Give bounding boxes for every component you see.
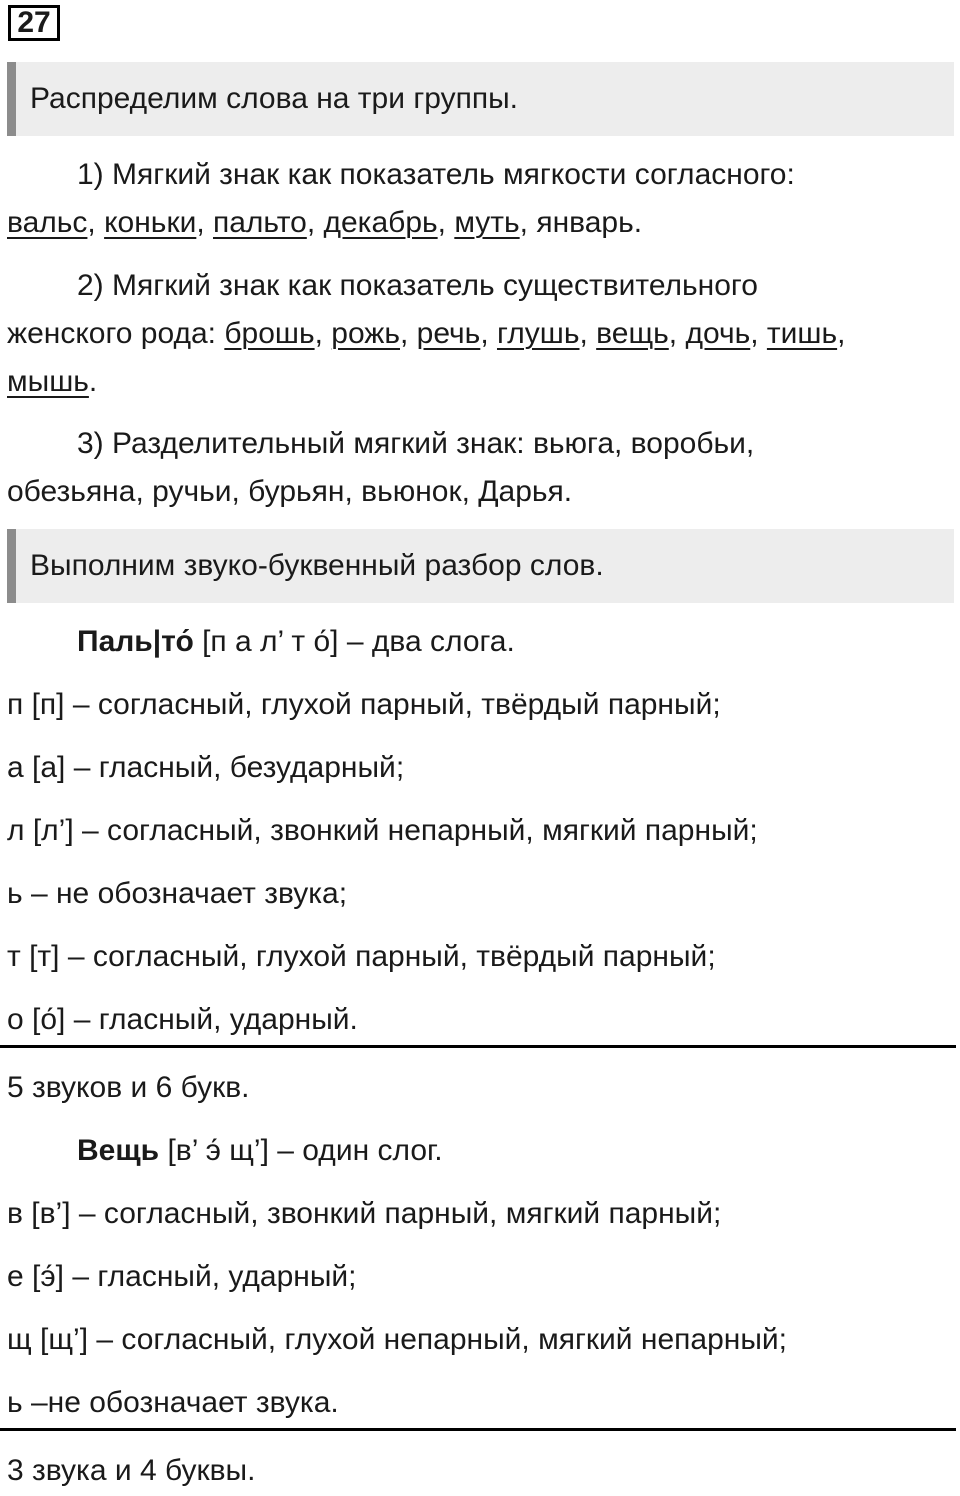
underlined-word: рожь [331, 317, 400, 350]
group2-intro-cont: женского рода: [7, 317, 225, 350]
underlined-word: декабрь [323, 206, 438, 239]
divider [0, 1428, 956, 1431]
word2-line: щ [щ’] – согласный, глухой непарный, мягкий непарный; [7, 1323, 787, 1356]
word1-line: а [а] – гласный, безударный; [7, 751, 405, 784]
word2-transcription: [в’ э́ щ’] – один слог. [159, 1134, 443, 1167]
underlined-word: коньки [104, 206, 197, 239]
word1-line: ь – не обозначает звука; [7, 877, 348, 910]
section-header-groups [7, 62, 954, 136]
task-number: 27 [8, 5, 60, 41]
word2-line: в [в’] – согласный, звонкий парный, мягкий парный; [7, 1197, 722, 1230]
section-header-analysis [7, 529, 954, 603]
underlined-word: вальс [7, 206, 88, 239]
underlined-word: мышь [7, 365, 89, 398]
group1-intro: 1) Мягкий знак как показатель мягкости согласного: [77, 158, 795, 191]
word1-transcription: [п а л’ т о́] – два слога. [193, 625, 515, 658]
word1-line: т [т] – согласный, глухой парный, твёрдый парный; [7, 940, 716, 973]
word2-line: ь –не обозначает звука. [7, 1386, 339, 1419]
underlined-word: вещь [596, 317, 669, 350]
group2-words: женского рода: брошь, рожь, речь, глушь, вещь, дочь, тишь, [7, 317, 846, 350]
group2-intro: 2) Мягкий знак как показатель существительного [77, 269, 758, 302]
word1-summary: 5 звуков и 6 букв. [7, 1071, 250, 1104]
group3-line1: 3) Разделительный мягкий знак: вьюга, воробьи, [77, 427, 755, 460]
word1-line: л [л’] – согласный, звонкий непарный, мягкий парный; [7, 814, 758, 847]
word2-title: Вещь [77, 1134, 160, 1167]
underlined-word: брошь [224, 317, 315, 350]
word1-line: о [о́] – гласный, ударный. [7, 1003, 358, 1036]
section-header-groups-text: Распределим слова на три группы. [30, 82, 518, 115]
underlined-word: пальто [213, 206, 307, 239]
divider [0, 1045, 956, 1048]
word2-heading [7, 1127, 960, 1175]
word2-line: е [э́] – гласный, ударный; [7, 1260, 357, 1293]
word1-heading [7, 618, 960, 666]
group3-line2: обезьяна, ручьи, бурьян, вьюнок, Дарья. [7, 475, 573, 508]
word1-title: Паль|то́ [77, 625, 194, 658]
group1-words: вальс, коньки, пальто, декабрь, муть, январь. [7, 206, 643, 239]
underlined-word: тишь [766, 317, 838, 350]
plain-word: январь [536, 206, 634, 239]
group2-last: мышь. [7, 365, 98, 398]
underlined-word: речь [416, 317, 481, 350]
word2-summary: 3 звука и 4 буквы. [7, 1454, 256, 1487]
underlined-word: дочь [685, 317, 751, 350]
section-header-analysis-text: Выполним звуко-буквенный разбор слов. [30, 549, 604, 582]
underlined-word: муть [454, 206, 520, 239]
word1-line: п [п] – согласный, глухой парный, твёрдый парный; [7, 688, 721, 721]
underlined-word: глушь [496, 317, 580, 350]
